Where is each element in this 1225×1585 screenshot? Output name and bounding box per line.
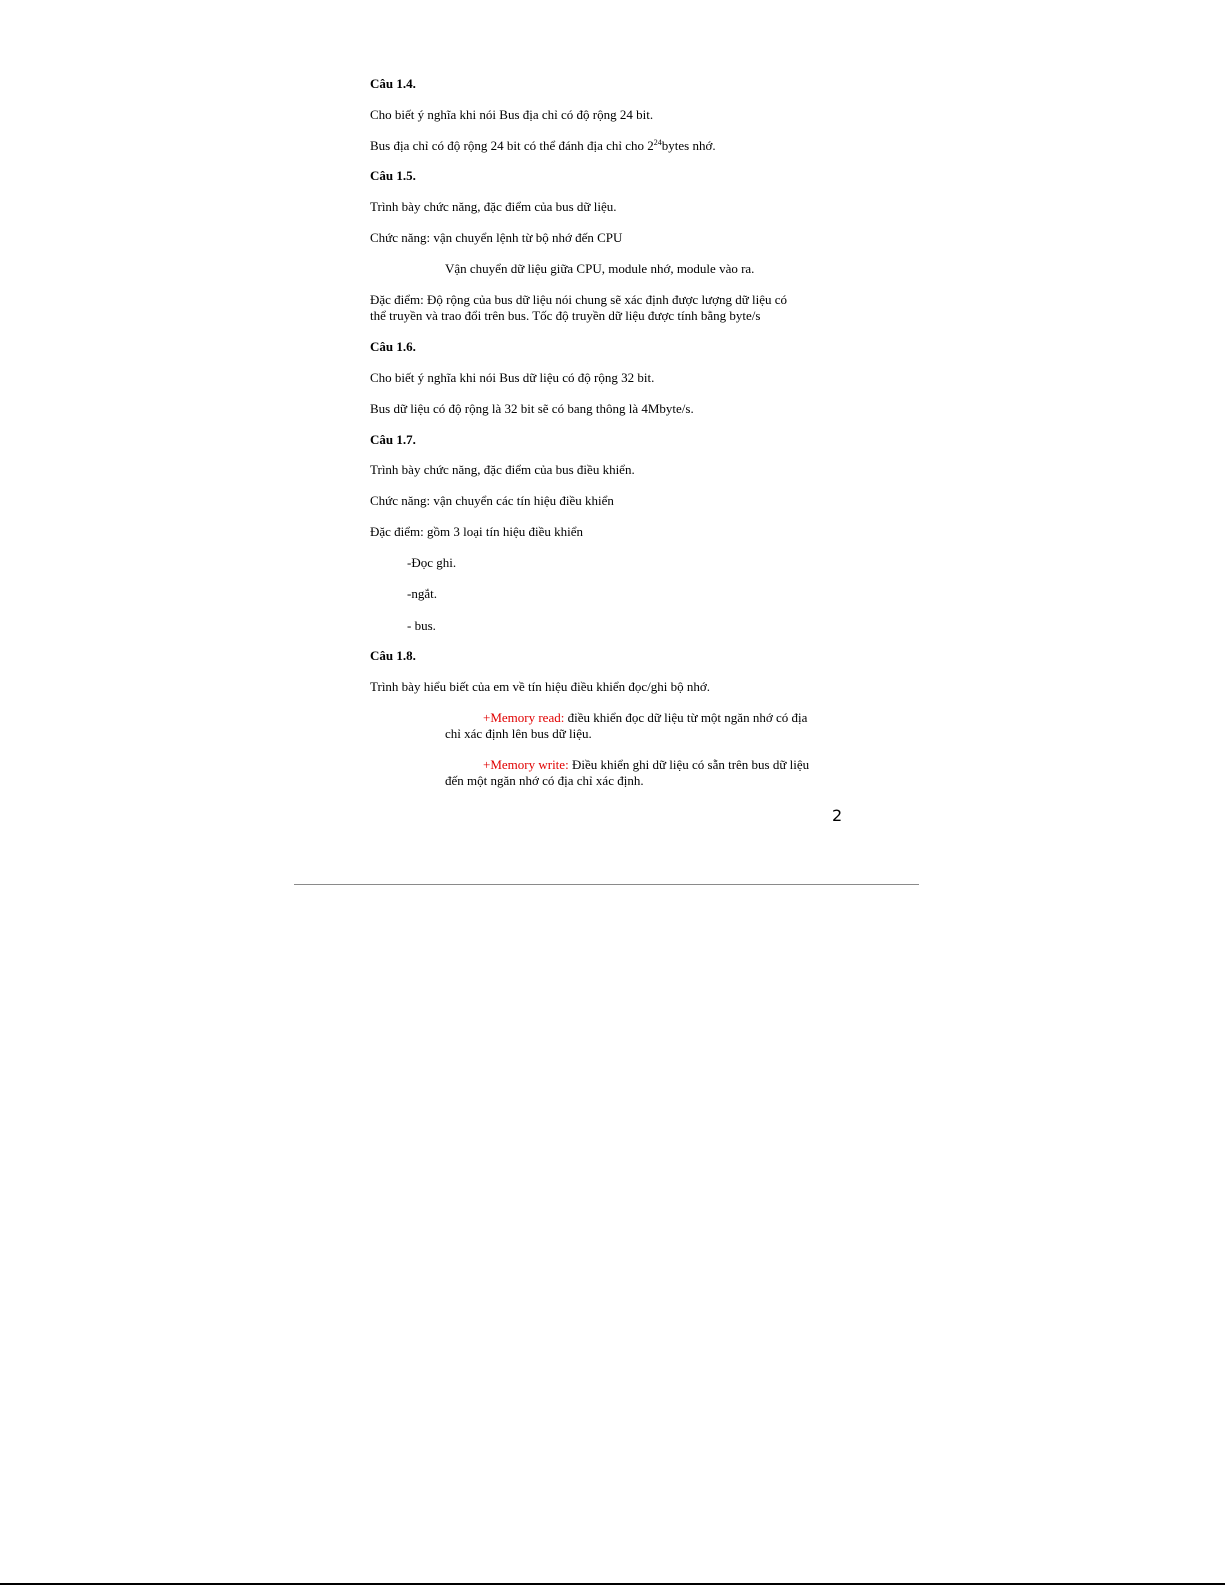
question-text-1-5: Trình bày chức năng, đặc điểm của bus dữ liệu. — [370, 199, 617, 214]
answer-text-1-4 — [370, 138, 716, 154]
memory-write-line-1 — [483, 757, 809, 773]
question-heading-1-6: Câu 1.6. — [370, 339, 416, 354]
question-text-1-7: Trình bày chức năng, đặc điểm của bus điều khiển. — [370, 462, 635, 477]
memory-read-description: điều khiển đọc dữ liệu từ một ngăn nhớ có địa — [564, 710, 808, 725]
feature-line-1-1-5: Đặc điểm: Độ rộng của bus dữ liệu nói chung sẽ xác định được lượng dữ liệu có — [370, 292, 788, 307]
memory-write-line-2: đến một ngăn nhớ có địa chỉ xác định. — [445, 773, 644, 788]
function-line-2-1-5: Vận chuyển dữ liệu giữa CPU, module nhớ, module vào ra. — [445, 261, 755, 276]
question-text-1-8: Trình bày hiểu biết của em về tín hiệu điều khiển đọc/ghi bộ nhớ. — [370, 679, 710, 694]
feature-line-1-7: Đặc điểm: gồm 3 loại tín hiệu điều khiển — [370, 524, 584, 539]
question-text-1-4: Cho biết ý nghĩa khi nói Bus địa chỉ có độ rộng 24 bit. — [370, 107, 654, 122]
list-item: -ngắt. — [407, 586, 437, 601]
question-heading-1-5: Câu 1.5. — [370, 168, 416, 183]
answer-exponent: 24 — [653, 138, 662, 147]
question-heading-1-7: Câu 1.7. — [370, 432, 416, 447]
question-text-1-6: Cho biết ý nghĩa khi nói Bus dữ liệu có độ rộng 32 bit. — [370, 370, 655, 385]
list-item: -Đọc ghi. — [407, 555, 457, 570]
memory-write-description: Điều khiển ghi dữ liệu có sẵn trên bus dữ liệu — [568, 757, 810, 772]
memory-read-line-1 — [483, 710, 807, 726]
page-number: 2 — [832, 806, 843, 825]
function-line-1-7: Chức năng: vận chuyển các tín hiệu điều khiển — [370, 493, 614, 508]
memory-write-term: +Memory write: — [483, 757, 569, 772]
page-divider — [294, 884, 919, 885]
memory-read-term: +Memory read: — [483, 710, 565, 725]
function-line-1-5: Chức năng: vận chuyển lệnh từ bộ nhớ đến CPU — [370, 230, 623, 245]
question-heading-1-8: Câu 1.8. — [370, 648, 416, 663]
feature-line-2-1-5: thể truyền và trao đổi trên bus. Tốc độ truyền dữ liệu được tính bằng byte/s — [370, 308, 761, 323]
answer-text-1-6: Bus dữ liệu có độ rộng là 32 bit sẽ có bang thông là 4Mbyte/s. — [370, 401, 694, 416]
answer-prefix: Bus địa chỉ có độ rộng 24 bit có thể đánh địa chỉ cho 2 — [370, 138, 654, 153]
list-item: - bus. — [407, 618, 436, 633]
answer-suffix: bytes nhớ. — [661, 138, 716, 153]
question-heading-1-4: Câu 1.4. — [370, 76, 416, 91]
memory-read-line-2: chỉ xác định lên bus dữ liệu. — [445, 726, 592, 741]
